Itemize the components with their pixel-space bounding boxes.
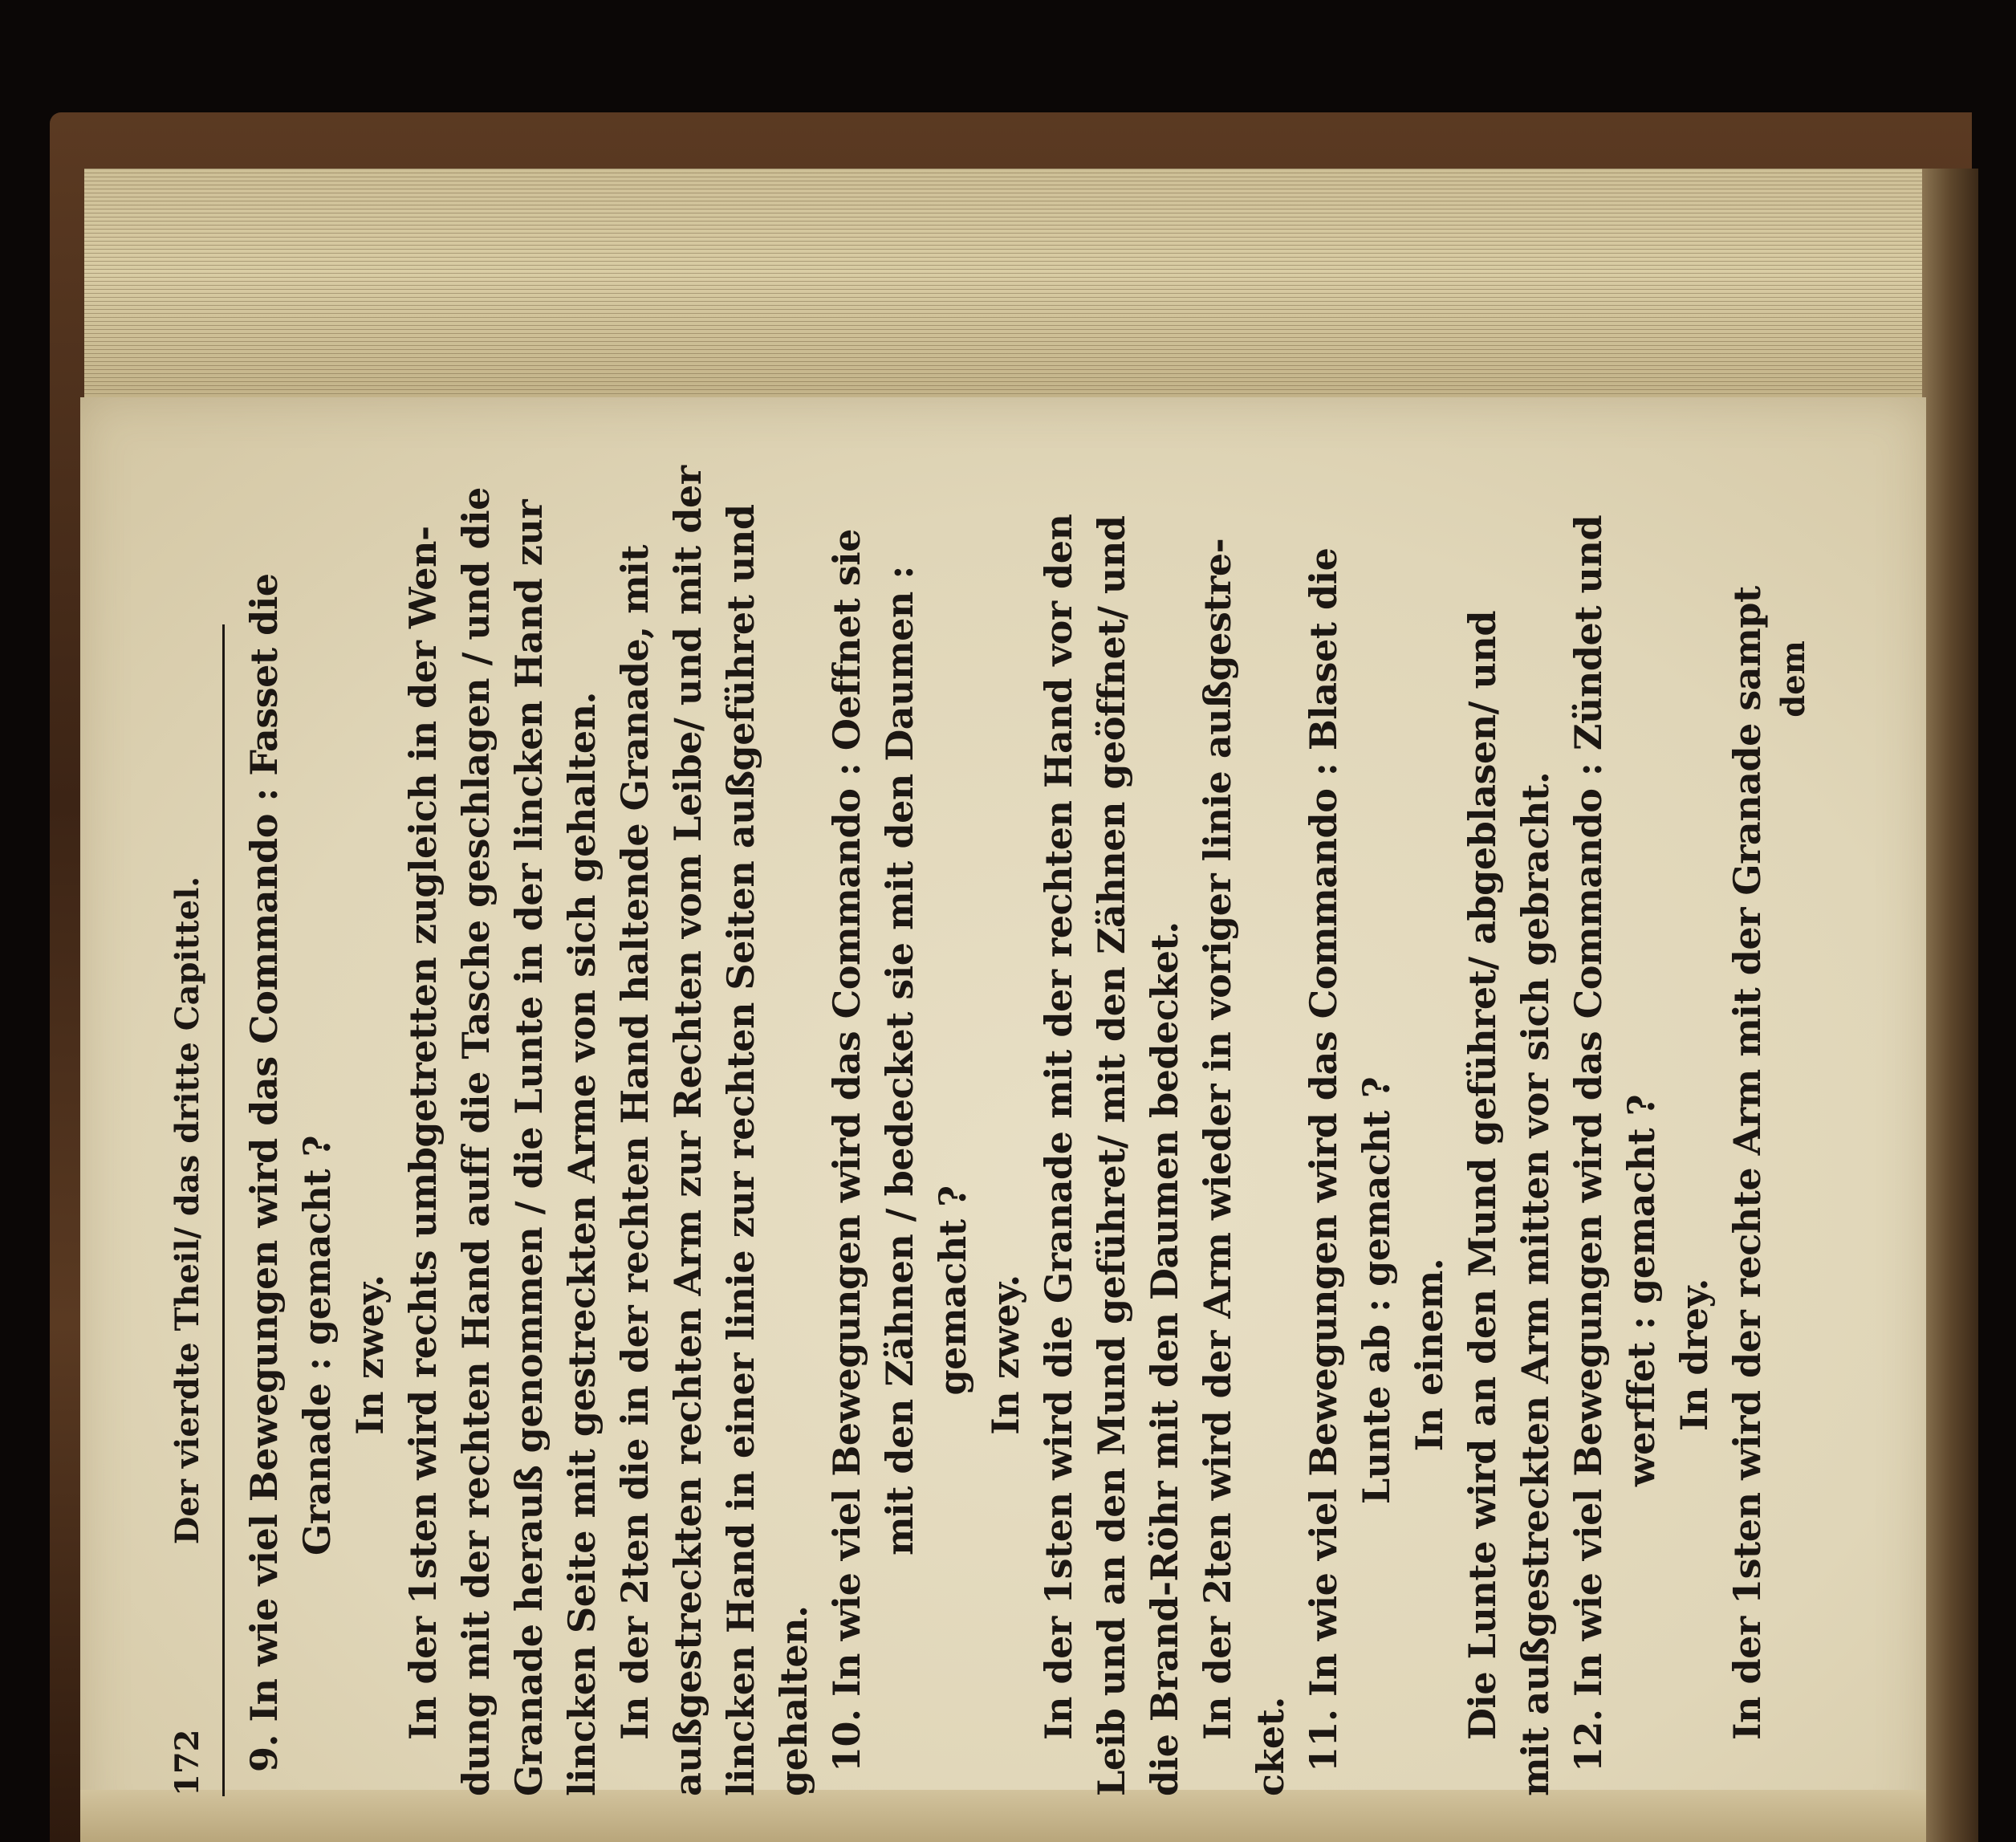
text-line: Leib und an den Mund geführet/ mit den Zähnen geöffnet/ und [1090, 515, 1133, 1796]
question-line: 9. In wie viel Bewegungen wird das Commando : Fasset die [242, 573, 286, 1772]
text-line: In der 1sten wird rechts umbgetretten zugleich in der Wen- [401, 526, 445, 1740]
text-line: In der 1sten wird die Granade mit der rechten Hand vor den [1037, 514, 1080, 1740]
text-line: Die Lunte wird an den Mund geführet/ abgeblasen/ und [1461, 610, 1504, 1740]
text-line: dung mit der rechten Hand auff die Tasche geschlagen / und die [454, 487, 498, 1796]
text-line: In der 2ten die in der rechten Hand haltende Granade, mit [613, 544, 656, 1740]
text-line: mit außgestreckten Arm mitten vor sich gebracht. [1514, 771, 1557, 1796]
book-spine [1922, 169, 1978, 1842]
page-number: 172 [169, 1729, 206, 1796]
text-line: die Brand-Röhr mit den Daumen bedecket. [1143, 921, 1186, 1796]
page-body [225, 466, 1774, 1796]
section-heading: In zwey. [984, 1275, 1027, 1435]
question-line: mit den Zähnen / bedecket sie mit den Daumen : [878, 566, 921, 1555]
text-line: gehalten. [772, 1605, 815, 1796]
section-heading: In drey. [1673, 1278, 1716, 1432]
question-line: werffet : gemacht ? [1620, 1094, 1663, 1487]
running-title: Der vierdte Theil/ das dritte Capittel. [169, 876, 206, 1545]
question-line: Lunte ab : gemacht ? [1355, 1076, 1398, 1505]
page-edges [84, 169, 1922, 401]
section-heading: In zwey. [348, 1275, 392, 1435]
question-line: Granade : gemacht ? [295, 1135, 339, 1555]
catchword: dem [1774, 640, 1812, 718]
question-line: 12. In wie viel Bewegungen wird das Commando : Zündet und [1567, 514, 1610, 1772]
text-line: In der 2ten wird der Arm wieder in voriger linie außgestre- [1196, 538, 1239, 1740]
page-text-block [161, 466, 1830, 1804]
text-line: In der 1sten wird der rechte Arm mit der Granade sampt [1725, 586, 1769, 1740]
text-line: lincken Hand in einer linie zur rechten Seiten außgeführet und [719, 504, 762, 1796]
question-line: gemacht ? [931, 1185, 974, 1396]
question-line: 10. In wie viel Bewegungen wird das Commando : Oeffnet sie [825, 529, 868, 1772]
text-line: Granade herauß genommen / die Lunte in der lincken Hand zur [507, 499, 551, 1796]
question-line: 11. In wie viel Bewegungen wird das Commando : Blaset die [1302, 547, 1345, 1772]
page-header [161, 624, 225, 1796]
section-heading: In einem. [1408, 1258, 1451, 1452]
text-line: cket. [1249, 1697, 1292, 1796]
text-line: lincken Seite mit gestreckten Arme von sich gehalten. [560, 691, 604, 1796]
text-line: außgestreckten rechten Arm zur Rechten vom Leibe/ und mit der [666, 466, 709, 1796]
